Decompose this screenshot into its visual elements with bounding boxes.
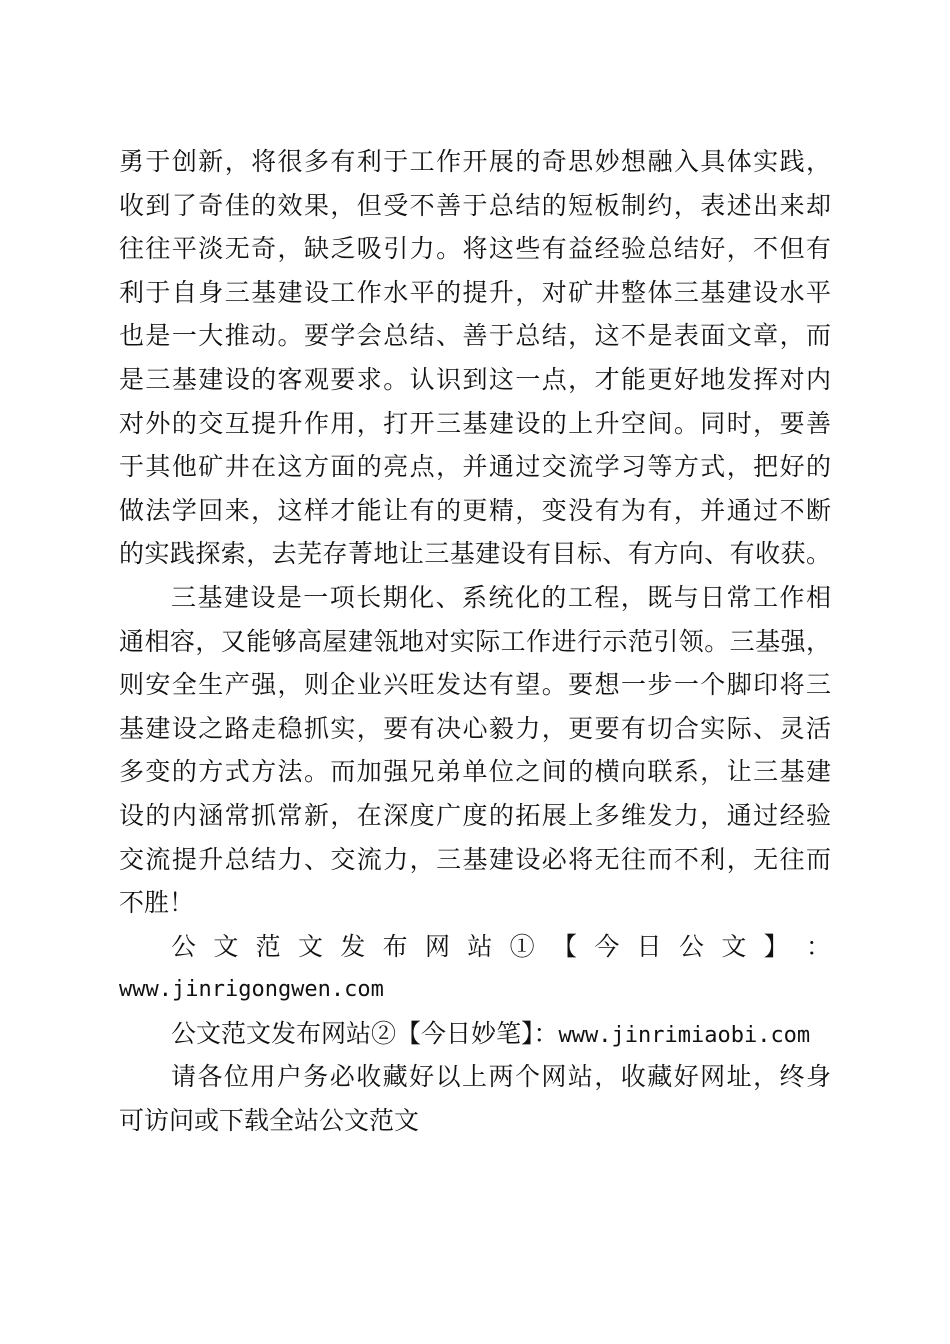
site2-url-link[interactable]: www.jinrimiaobi.com (558, 1022, 811, 1048)
text-line: 交流提升总结力、交流力，三基建设必将无往而不利，无往而 (119, 844, 831, 874)
text-line: 基建设之路走稳抓实，要有决心毅力，更要有切合实际、灵活 (119, 713, 831, 743)
text-line: 是三基建设的客观要求。认识到这一点，才能更好地发挥对内 (119, 364, 831, 394)
text-line: 于其他矿井在这方面的亮点，并通过交流学习等方式，把好的 (119, 452, 831, 482)
site1-url-link[interactable]: www.jinrigongwen.com (119, 977, 384, 1003)
article-body (119, 140, 831, 1143)
text-line: 通相容，又能够高屋建瓴地对实际工作进行示范引领。三基强， (119, 626, 831, 656)
site2-line (119, 1012, 831, 1056)
text-line: 勇于创新，将很多有利于工作开展的奇思妙想融入具体实践， (119, 147, 831, 176)
paragraph-2 (119, 576, 831, 925)
text-line: 对外的交互提升作用，打开三基建设的上升空间。同时，要善 (119, 408, 831, 438)
text-line: 往往平淡无奇，缺乏吸引力。将这些有益经验总结好，不但有 (119, 234, 831, 264)
text-line: 收到了奇佳的效果，但受不善于总结的短板制约，表述出来却 (119, 190, 831, 220)
site2-label: 公文范文发布网站②【今日妙笔】： (171, 1018, 559, 1048)
text-line: 不胜！ (119, 888, 195, 918)
notice-line: 请各位用户务必收藏好以上两个网站，收藏好网址，终身 (171, 1062, 831, 1092)
text-line: 多变的方式方法。而加强兄弟单位之间的横向联系，让三基建 (119, 757, 831, 787)
text-line: 也是一大推动。要学会总结、善于总结，这不是表面文章，而 (119, 321, 831, 351)
text-line: 三基建设是一项长期化、系统化的工程，既与日常工作相 (171, 582, 831, 612)
footer-notice (119, 925, 831, 1143)
text-line: 做法学回来，这样才能让有的更精，变没有为有，并通过不断 (119, 495, 831, 525)
text-line: 则安全生产强，则企业兴旺发达有望。要想一步一个脚印将三 (119, 670, 831, 700)
text-line: 设的内涵常抓常新，在深度广度的拓展上多维发力，通过经验 (119, 800, 831, 830)
site1-label: 公 文 范 文 发 布 网 站 ① 【 今 日 公 文 】 ： (171, 931, 831, 961)
text-line: 利于自身三基建设工作水平的提升，对矿井整体三基建设水平 (119, 277, 831, 307)
text-line: 的实践探索，去芜存菁地让三基建设有目标、有方向、有收获。 (119, 539, 831, 569)
paragraph-1 (119, 140, 831, 576)
notice-line: 可访问或下载全站公文范文 (119, 1106, 420, 1136)
